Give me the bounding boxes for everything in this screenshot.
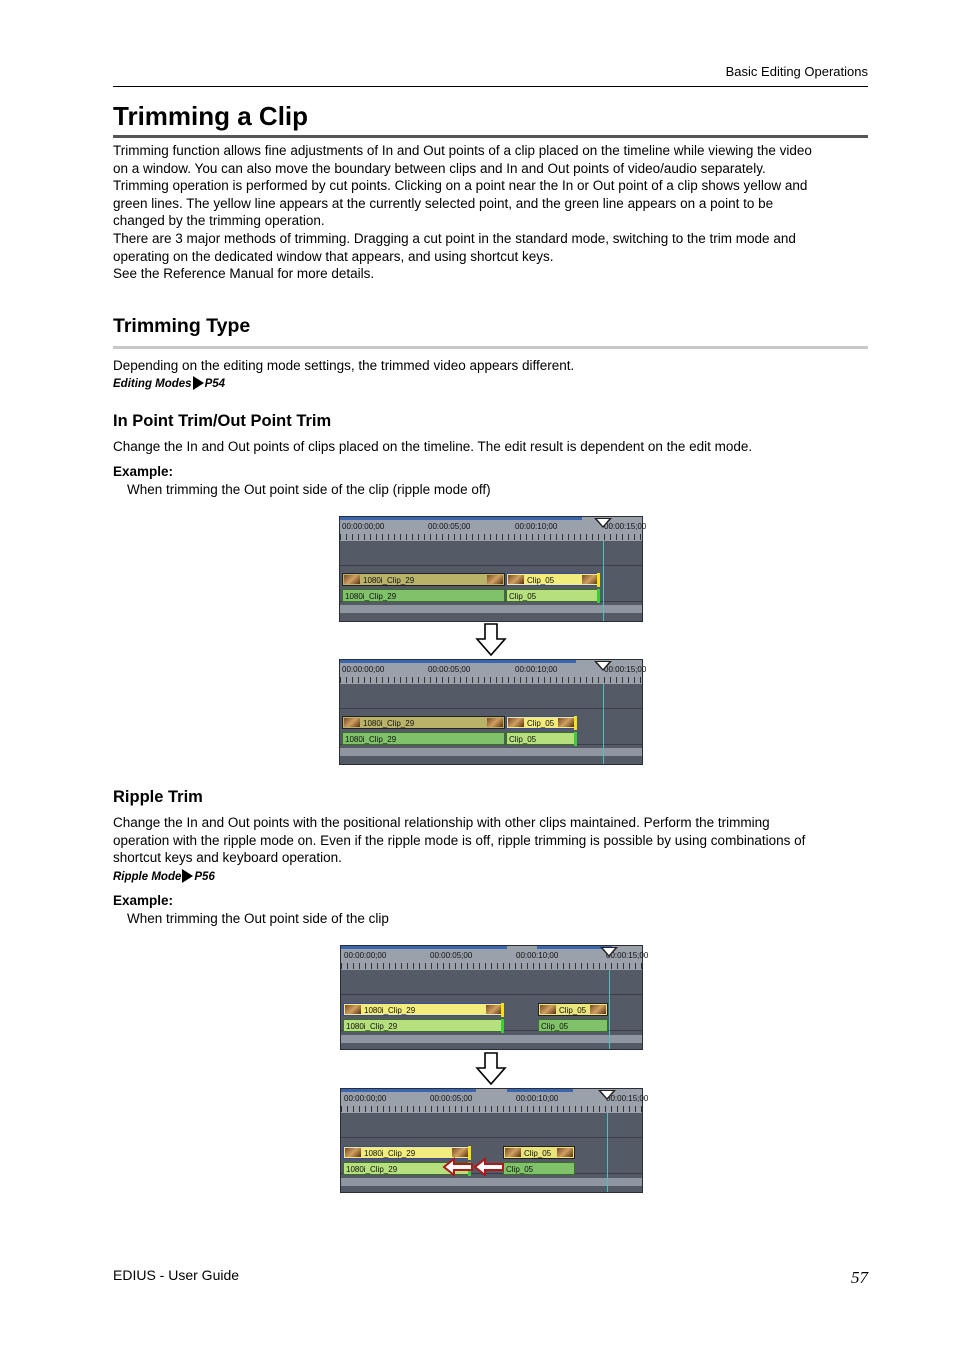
timeline-screenshot-after (339, 659, 647, 765)
playhead-marker-icon (598, 1090, 616, 1100)
playhead-marker-icon (594, 518, 612, 528)
timecode: 00:00:05;00 (430, 951, 473, 960)
timecode: 00:00:10;00 (515, 522, 558, 531)
subheading-ripple-trim: Ripple Trim (113, 788, 203, 806)
timecode: 00:00:05;00 (428, 665, 471, 674)
down-arrow-icon (476, 623, 506, 657)
example-text: When trimming the Out point side of the clip (127, 911, 389, 926)
video-clip-selected: 1080i_Clip_29 (343, 1003, 504, 1016)
audio-clip-selected: Clip_05 (506, 732, 576, 745)
trim-green-line (501, 1019, 504, 1033)
section-heading-trimming-type: Trimming Type (113, 315, 251, 337)
time-ruler (341, 946, 649, 970)
timecode: 00:00:00;00 (342, 522, 385, 531)
xref-label: Ripple Mode (113, 871, 182, 883)
audio-clip: 1080i_Clip_29 (342, 732, 505, 745)
timecode: 00:00:15;00 (604, 665, 647, 674)
xref-editing-modes[interactable] (113, 376, 225, 390)
audio-clip-selected: Clip_05 (506, 589, 600, 602)
example-label: Example: (113, 893, 174, 908)
xref-ripple-mode[interactable] (113, 869, 215, 883)
example-text: When trimming the Out point side of the clip (ripple mode off) (127, 482, 491, 497)
subheading-in-out-trim: In Point Trim/Out Point Trim (113, 412, 332, 430)
header-rule (113, 86, 868, 87)
timecode: 00:00:15;00 (606, 951, 649, 960)
example-label: Example: (113, 464, 174, 479)
ripple-line: operation with the ripple mode on. Even if the ripple mode is off, ripple trimming is possible by using combinations of (113, 832, 806, 848)
timeline-screenshot-ripple-after (340, 1088, 649, 1193)
xref-page: P56 (194, 871, 215, 883)
trim-yellow-line (597, 573, 600, 587)
page-title: Trimming a Clip (113, 101, 309, 131)
timecode: 00:00:10;00 (515, 665, 558, 674)
down-arrow-icon (476, 1052, 506, 1086)
timecode: 00:00:05;00 (428, 522, 471, 531)
time-ruler (341, 1089, 649, 1113)
ripple-line: shortcut keys and keyboard operation. (113, 850, 342, 866)
timeline-screenshot-before (339, 516, 647, 622)
ripple-left-arrow-icon (473, 1157, 505, 1177)
section-rule (113, 346, 868, 349)
timecode: 00:00:15;00 (606, 1094, 649, 1103)
timecode: 00:00:15;00 (604, 522, 647, 531)
audio-clip: 1080i_Clip_29 (342, 589, 505, 602)
timecode: 00:00:00;00 (344, 951, 387, 960)
intro-line: There are 3 major methods of trimming. Dragging a cut point in the standard mode, switching to the trim mode and (113, 230, 796, 246)
ripple-trim-paragraph (113, 814, 873, 867)
ripple-line: Change the In and Out points with the positional relationship with other clips maintained. Perform the trimming (113, 815, 770, 830)
timeline-screenshot-ripple-before (340, 945, 649, 1050)
playhead-marker-icon (600, 947, 618, 957)
trim-green-line (574, 732, 577, 746)
page-arrow-icon (193, 376, 204, 390)
trimming-type-text: Depending on the editing mode settings, the trimmed video appears different. (113, 358, 575, 373)
in-out-trim-text: Change the In and Out points of clips placed on the timeline. The edit result is dependent on the edit mode. (113, 439, 753, 454)
audio-clip: Clip_05 (538, 1019, 608, 1032)
video-clip: Clip_05 (538, 1003, 608, 1016)
audio-clip-selected: 1080i_Clip_29 (343, 1162, 470, 1175)
intro-line: Trimming operation is performed by cut points. Clicking on a point near the In or Out point of a clip shows yellow and (113, 178, 808, 194)
timecode: 00:00:00;00 (344, 1094, 387, 1103)
footer-doc-title: EDIUS - User Guide (113, 1267, 240, 1283)
intro-line: changed by the trimming operation. (113, 213, 325, 229)
timecode: 00:00:05;00 (430, 1094, 473, 1103)
audio-clip: Clip_05 (503, 1162, 575, 1175)
page-number: 57 (851, 1268, 868, 1287)
timecode: 00:00:00;00 (342, 665, 385, 674)
intro-line: operating on the dedicated window that appears, and using shortcut keys. (113, 248, 554, 264)
video-clip: 1080i_Clip_29 (342, 573, 505, 586)
trim-yellow-line (501, 1003, 504, 1017)
video-clip-selected: Clip_05 (506, 716, 576, 729)
playhead-marker-icon (594, 661, 612, 671)
intro-paragraph (113, 142, 873, 283)
title-rule (113, 135, 868, 138)
xref-label: Editing Modes (113, 378, 192, 390)
video-clip-selected: 1080i_Clip_29 (343, 1146, 470, 1159)
video-clip: Clip_05 (503, 1146, 575, 1159)
trim-green-line (597, 589, 600, 603)
ripple-left-arrow-icon (442, 1157, 474, 1177)
intro-line: green lines. The yellow line appears at the currently selected point, and the green line appears on a point to be (113, 195, 774, 211)
timecode: 00:00:10;00 (516, 951, 559, 960)
timecode: 00:00:10;00 (516, 1094, 559, 1103)
xref-page: P54 (204, 378, 226, 390)
video-clip: 1080i_Clip_29 (342, 716, 505, 729)
video-clip-selected: Clip_05 (506, 573, 600, 586)
audio-clip-selected: 1080i_Clip_29 (343, 1019, 504, 1032)
page-arrow-icon (182, 869, 193, 883)
running-header: Basic Editing Operations (725, 64, 868, 79)
trim-yellow-line (574, 716, 577, 730)
intro-line: on a window. You can also move the boundary between clips and In and Out points of video/audio separately. (113, 160, 766, 176)
intro-line: See the Reference Manual for more details. (113, 266, 375, 282)
intro-line: Trimming function allows fine adjustments of In and Out points of a clip placed on the timeline while viewing the video (113, 143, 812, 158)
